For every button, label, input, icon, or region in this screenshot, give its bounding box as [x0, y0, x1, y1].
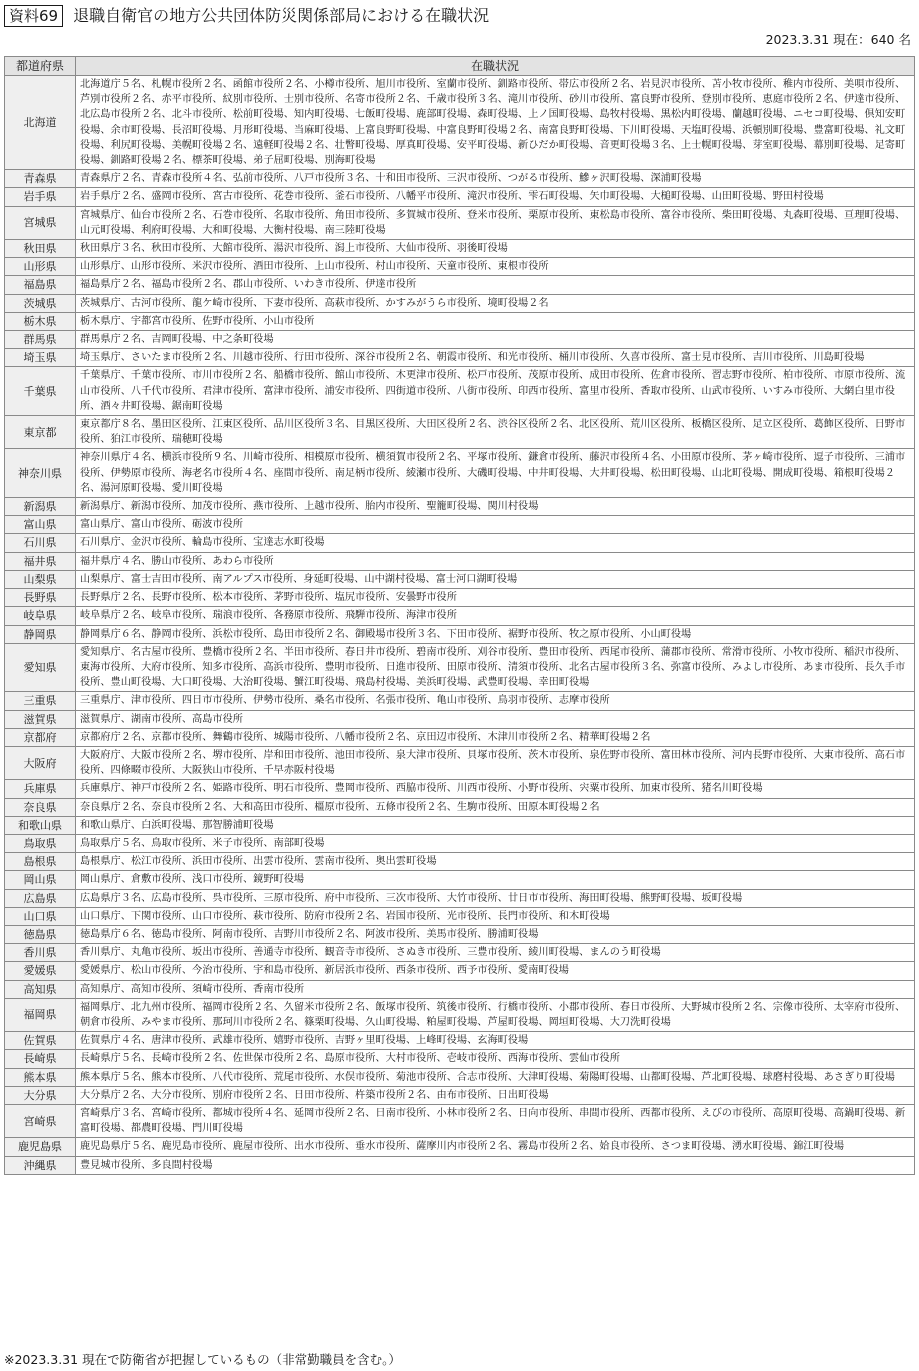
- table-row: [5, 449, 915, 498]
- table-row: [5, 312, 915, 330]
- status-cell: 福井県庁４名、勝山市役所、あわら市役所: [76, 552, 915, 570]
- status-cell: 栃木県庁、宇都宮市役所、佐野市役所、小山市役所: [76, 312, 915, 330]
- table-row: [5, 710, 915, 728]
- table-row: [5, 834, 915, 852]
- table-row: [5, 728, 915, 746]
- prefecture-cell: 愛媛県: [5, 962, 76, 980]
- table-row: [5, 240, 915, 258]
- table-row: [5, 746, 915, 779]
- table-row: [5, 331, 915, 349]
- prefecture-cell: 奈良県: [5, 798, 76, 816]
- table-row: [5, 853, 915, 871]
- status-cell: 岩手県庁２名、盛岡市役所、宮古市役所、花巻市役所、釜石市役所、八幡平市役所、滝沢市役所、雫石町役場、矢巾町役場、大槌町役場、山田町役場、野田村役場: [76, 188, 915, 206]
- prefecture-cell: 長野県: [5, 589, 76, 607]
- status-cell: 大分県庁２名、大分市役所、別府市役所２名、日田市役所、杵築市役所２名、由布市役所、日出町役場: [76, 1086, 915, 1104]
- prefecture-cell: 徳島県: [5, 925, 76, 943]
- prefecture-cell: 秋田県: [5, 240, 76, 258]
- status-cell: 福島県庁２名、福島市役所２名、郡山市役所、いわき市役所、伊達市役所: [76, 276, 915, 294]
- table-row: [5, 1050, 915, 1068]
- prefecture-cell: 富山県: [5, 516, 76, 534]
- prefecture-cell: 北海道: [5, 76, 76, 170]
- status-cell: 埼玉県庁、さいたま市役所２名、川越市役所、行田市役所、深谷市役所２名、朝霞市役所、和光市役所、桶川市役所、久喜市役所、富士見市役所、吉川市役所、川島町役場: [76, 349, 915, 367]
- prefecture-cell: 山梨県: [5, 570, 76, 588]
- table-row: [5, 294, 915, 312]
- table-row: [5, 780, 915, 798]
- table-row: [5, 1156, 915, 1174]
- status-cell: 鳥取県庁５名、鳥取市役所、米子市役所、南部町役場: [76, 834, 915, 852]
- table-header-row: [5, 57, 915, 76]
- table-row: [5, 1138, 915, 1156]
- prefecture-cell: 香川県: [5, 944, 76, 962]
- prefecture-cell: 栃木県: [5, 312, 76, 330]
- table-row: [5, 625, 915, 643]
- table-row: [5, 944, 915, 962]
- status-cell: 愛媛県庁、松山市役所、今治市役所、宇和島市役所、新居浜市役所、西条市役所、西予市役所、愛南町役場: [76, 962, 915, 980]
- table-row: [5, 980, 915, 998]
- status-cell: 千葉県庁、千葉市役所、市川市役所２名、船橋市役所、館山市役所、木更津市役所、松戸市役所、茂原市役所、成田市役所、佐倉市役所、習志野市役所、柏市役所、市原市役所、流山市役所、八千代市役所、君津市役所、富津市役所、浦安市役所、四街道市役所、八街市役所、印西市役所、富里市役所、香取市役所、山武市役所、いすみ市役所、大網白里市役所、酒々井町役場、鋸南町役場: [76, 367, 915, 416]
- table-row: [5, 534, 915, 552]
- table-row: [5, 76, 915, 170]
- table-row: [5, 367, 915, 416]
- prefecture-cell: 岐阜県: [5, 607, 76, 625]
- prefecture-cell: 静岡県: [5, 625, 76, 643]
- status-cell: 秋田県庁３名、秋田市役所、大館市役所、湯沢市役所、潟上市役所、大仙市役所、羽後町役場: [76, 240, 915, 258]
- status-cell: 福岡県庁、北九州市役所、福岡市役所２名、久留米市役所２名、飯塚市役所、筑後市役所、行橋市役所、小郡市役所、春日市役所、大野城市役所２名、宗像市役所、太宰府市役所、朝倉市役所、みやま市役所、那珂川市役所２名、篠栗町役場、久山町役場、粕屋町役場、芦屋町役場、岡垣町役場、大刀洗町役場: [76, 998, 915, 1031]
- status-cell: 香川県庁、丸亀市役所、坂出市役所、善通寺市役所、観音寺市役所、さぬき市役所、三豊市役所、綾川町役場、まんのう町役場: [76, 944, 915, 962]
- table-row: [5, 170, 915, 188]
- prefecture-cell: 福岡県: [5, 998, 76, 1031]
- status-cell: 山梨県庁、富士吉田市役所、南アルプス市役所、身延町役場、山中湖村役場、富士河口湖町役場: [76, 570, 915, 588]
- status-cell: 島根県庁、松江市役所、浜田市役所、出雲市役所、雲南市役所、奥出雲町役場: [76, 853, 915, 871]
- status-cell: 佐賀県庁４名、唐津市役所、武雄市役所、嬉野市役所、吉野ヶ里町役場、上峰町役場、玄海町役場: [76, 1032, 915, 1050]
- status-cell: 愛知県庁、名古屋市役所、豊橋市役所２名、半田市役所、春日井市役所、碧南市役所、刈谷市役所、豊田市役所、西尾市役所、蒲郡市役所、常滑市役所、小牧市役所、稲沢市役所、東海市役所、大府市役所、知多市役所、高浜市役所、豊明市役所、日進市役所、田原市役所、清須市役所、北名古屋市役所３名、弥富市役所、みよし市役所、あま市役所、長久手市役所、豊山町役場、大口町役場、大治町役場、蟹江町役場、飛島村役場、美浜町役場、武豊町役場、幸田町役場: [76, 643, 915, 692]
- table-row: [5, 889, 915, 907]
- status-cell: 長崎県庁５名、長崎市役所２名、佐世保市役所２名、島原市役所、大村市役所、壱岐市役所、西海市役所、雲仙市役所: [76, 1050, 915, 1068]
- column-header-status: 在職状況: [76, 57, 915, 76]
- status-cell: 山口県庁、下関市役所、山口市役所、萩市役所、防府市役所２名、岩国市役所、光市役所、長門市役所、和木町役場: [76, 907, 915, 925]
- status-cell: 東京都庁８名、墨田区役所、江東区役所、品川区役所３名、目黒区役所、大田区役所２名、渋谷区役所２名、北区役所、荒川区役所、板橋区役所、足立区役所、葛飾区役所、日野市役所、狛江市役所、瑞穂町役場: [76, 416, 915, 449]
- prefecture-cell: 佐賀県: [5, 1032, 76, 1050]
- status-cell: 和歌山県庁、白浜町役場、那智勝浦町役場: [76, 816, 915, 834]
- table-row: [5, 516, 915, 534]
- status-cell: 広島県庁３名、広島市役所、呉市役所、三原市役所、府中市役所、三次市役所、大竹市役所、廿日市市役所、海田町役場、熊野町役場、坂町役場: [76, 889, 915, 907]
- prefecture-cell: 和歌山県: [5, 816, 76, 834]
- prefecture-cell: 三重県: [5, 692, 76, 710]
- status-cell: 熊本県庁５名、熊本市役所、八代市役所、荒尾市役所、水俣市役所、菊池市役所、合志市役所、大津町役場、菊陽町役場、山都町役場、芦北町役場、球磨村役場、あさぎり町役場: [76, 1068, 915, 1086]
- status-cell: 神奈川県庁４名、横浜市役所９名、川崎市役所、相模原市役所、横須賀市役所２名、平塚市役所、鎌倉市役所、藤沢市役所４名、小田原市役所、茅ヶ崎市役所、逗子市役所、三浦市役所、伊勢原市役所、海老名市役所４名、座間市役所、南足柄市役所、綾瀬市役所、大磯町役場、中井町役場、大井町役場、松田町役場、山北町役場、開成町役場、箱根町役場２名、湯河原町役場、愛川町役場: [76, 449, 915, 498]
- table-row: [5, 1104, 915, 1137]
- status-cell: 徳島県庁６名、徳島市役所、阿南市役所、吉野川市役所２名、阿波市役所、美馬市役所、勝浦町役場: [76, 925, 915, 943]
- prefecture-cell: 岩手県: [5, 188, 76, 206]
- status-cell: 青森県庁２名、青森市役所４名、弘前市役所、八戸市役所３名、十和田市役所、三沢市役所、つがる市役所、鰺ヶ沢町役場、深浦町役場: [76, 170, 915, 188]
- prefecture-cell: 岡山県: [5, 871, 76, 889]
- table-row: [5, 416, 915, 449]
- status-cell: 兵庫県庁、神戸市役所２名、姫路市役所、明石市役所、豊岡市役所、西脇市役所、川西市役所、小野市役所、宍粟市役所、加東市役所、猪名川町役場: [76, 780, 915, 798]
- prefecture-cell: 福島県: [5, 276, 76, 294]
- status-cell: 石川県庁、金沢市役所、輪島市役所、宝達志水町役場: [76, 534, 915, 552]
- status-cell: 大阪府庁、大阪市役所２名、堺市役所、岸和田市役所、池田市役所、泉大津市役所、貝塚市役所、茨木市役所、泉佐野市役所、富田林市役所、河内長野市役所、大東市役所、高石市役所、四條畷市役所、大阪狭山市役所、千早赤阪村役場: [76, 746, 915, 779]
- table-row: [5, 871, 915, 889]
- table-row: [5, 962, 915, 980]
- prefecture-cell: 大阪府: [5, 746, 76, 779]
- status-cell: 長野県庁２名、長野市役所、松本市役所、茅野市役所、塩尻市役所、安曇野市役所: [76, 589, 915, 607]
- status-cell: 鹿児島県庁５名、鹿児島市役所、鹿屋市役所、出水市役所、垂水市役所、薩摩川内市役所２名、霧島市役所２名、姶良市役所、さつま町役場、湧水町役場、錦江町役場: [76, 1138, 915, 1156]
- document-number-badge: 資料69: [4, 5, 63, 27]
- table-row: [5, 1086, 915, 1104]
- status-cell: 高知県庁、高知市役所、須崎市役所、香南市役所: [76, 980, 915, 998]
- status-cell: 岐阜県庁２名、岐阜市役所、瑞浪市役所、各務原市役所、飛騨市役所、海津市役所: [76, 607, 915, 625]
- status-cell: 岡山県庁、倉敷市役所、浅口市役所、鏡野町役場: [76, 871, 915, 889]
- prefecture-cell: 滋賀県: [5, 710, 76, 728]
- prefecture-cell: 福井県: [5, 552, 76, 570]
- status-cell: 奈良県庁２名、奈良市役所２名、大和高田市役所、橿原市役所、五條市役所２名、生駒市役所、田原本町役場２名: [76, 798, 915, 816]
- document-header: [4, 4, 489, 28]
- table-row: [5, 206, 915, 239]
- table-row: [5, 552, 915, 570]
- table-row: [5, 589, 915, 607]
- table-row: [5, 1032, 915, 1050]
- prefecture-cell: 青森県: [5, 170, 76, 188]
- status-cell: 新潟県庁、新潟市役所、加茂市役所、燕市役所、上越市役所、胎内市役所、聖籠町役場、関川村役場: [76, 498, 915, 516]
- status-cell: 富山県庁、富山市役所、砺波市役所: [76, 516, 915, 534]
- table-row: [5, 692, 915, 710]
- prefecture-cell: 鹿児島県: [5, 1138, 76, 1156]
- prefecture-cell: 石川県: [5, 534, 76, 552]
- status-cell: 三重県庁、津市役所、四日市市役所、伊勢市役所、桑名市役所、名張市役所、亀山市役所、鳥羽市役所、志摩市役所: [76, 692, 915, 710]
- prefecture-cell: 茨城県: [5, 294, 76, 312]
- prefecture-cell: 山形県: [5, 258, 76, 276]
- table-row: [5, 998, 915, 1031]
- prefecture-cell: 広島県: [5, 889, 76, 907]
- prefecture-cell: 群馬県: [5, 331, 76, 349]
- prefecture-cell: 島根県: [5, 853, 76, 871]
- prefecture-cell: 愛知県: [5, 643, 76, 692]
- status-cell: 山形県庁、山形市役所、米沢市役所、酒田市役所、上山市役所、村山市役所、天童市役所、東根市役所: [76, 258, 915, 276]
- status-cell: 滋賀県庁、湖南市役所、高島市役所: [76, 710, 915, 728]
- prefecture-cell: 京都府: [5, 728, 76, 746]
- date-total-label: 2023.3.31 現在：640 名: [765, 32, 911, 47]
- status-cell: 静岡県庁６名、静岡市役所、浜松市役所、島田市役所２名、御殿場市役所３名、下田市役所、裾野市役所、牧之原市役所、小山町役場: [76, 625, 915, 643]
- status-cell: 北海道庁５名、札幌市役所２名、函館市役所２名、小樽市役所、旭川市役所、室蘭市役所、釧路市役所、帯広市役所２名、岩見沢市役所、苫小牧市役所、稚内市役所、美唄市役所、芦別市役所２名、赤平市役所、紋別市役所、士別市役所、名寄市役所２名、千歳市役所３名、滝川市役所、砂川市役所、富良野市役所、登別市役所、恵庭市役所２名、伊達市役所、北広島市役所２名、北斗市役所、松前町役場、知内町役場、七飯町役場、鹿部町役場、森町役場、上ノ国町役場、島牧村役場、黒松内町役場、蘭越町役場、ニセコ町役場、倶知安町役場、余市町役場、長沼町役場、月形町役場、当麻町役場、上富良野町役場、中富良野町役場２名、南富良野町役場、下川町役場、天塩町役場、浜頓別町役場、豊富町役場、礼文町役場、利尻町役場、美幌町役場２名、遠軽町役場２名、壮瞥町役場、厚真町役場、安平町役場、新ひだか町役場、音更町役場３名、上士幌町役場、芽室町役場、幕別町役場、足寄町役場、釧路町役場２名、標茶町役場、弟子屈町役場、別海町役場: [76, 76, 915, 170]
- table-row: [5, 907, 915, 925]
- prefecture-cell: 長崎県: [5, 1050, 76, 1068]
- prefecture-cell: 大分県: [5, 1086, 76, 1104]
- table-row: [5, 1068, 915, 1086]
- column-header-prefecture: 都道府県: [5, 57, 76, 76]
- table-row: [5, 570, 915, 588]
- table-body: [5, 76, 915, 1175]
- status-cell: 宮崎県庁３名、宮崎市役所、都城市役所４名、延岡市役所２名、日南市役所、小林市役所２名、日向市役所、串間市役所、西都市役所、えびの市役所、高原町役場、高鍋町役場、新富町役場、都農町役場、門川町役場: [76, 1104, 915, 1137]
- table-row: [5, 498, 915, 516]
- status-cell: 群馬県庁２名、吉岡町役場、中之条町役場: [76, 331, 915, 349]
- table-row: [5, 276, 915, 294]
- prefecture-cell: 宮崎県: [5, 1104, 76, 1137]
- prefecture-cell: 東京都: [5, 416, 76, 449]
- prefecture-cell: 埼玉県: [5, 349, 76, 367]
- employment-table: [4, 56, 915, 1175]
- document-title: 退職自衛官の地方公共団体防災関係部局における在職状況: [73, 6, 490, 25]
- table-row: [5, 258, 915, 276]
- status-cell: 宮城県庁、仙台市役所２名、石巻市役所、名取市役所、角田市役所、多賀城市役所、登米市役所、栗原市役所、東松島市役所、富谷市役所、柴田町役場、丸森町役場、亘理町役場、山元町役場、利府町役場、大和町役場、大衡村役場、南三陸町役場: [76, 206, 915, 239]
- prefecture-cell: 宮城県: [5, 206, 76, 239]
- prefecture-cell: 鳥取県: [5, 834, 76, 852]
- prefecture-cell: 新潟県: [5, 498, 76, 516]
- table-row: [5, 643, 915, 692]
- prefecture-cell: 熊本県: [5, 1068, 76, 1086]
- status-cell: 京都府庁２名、京都市役所、舞鶴市役所、城陽市役所、八幡市役所２名、京田辺市役所、木津川市役所２名、精華町役場２名: [76, 728, 915, 746]
- status-cell: 豊見城市役所、多良間村役場: [76, 1156, 915, 1174]
- footnote: ※2023.3.31 現在で防衛省が把握しているもの（非常勤職員を含む。）: [4, 1352, 401, 1367]
- table-row: [5, 607, 915, 625]
- table-row: [5, 798, 915, 816]
- prefecture-cell: 山口県: [5, 907, 76, 925]
- prefecture-cell: 沖縄県: [5, 1156, 76, 1174]
- prefecture-cell: 千葉県: [5, 367, 76, 416]
- table-row: [5, 925, 915, 943]
- table-row: [5, 816, 915, 834]
- prefecture-cell: 兵庫県: [5, 780, 76, 798]
- prefecture-cell: 高知県: [5, 980, 76, 998]
- table-row: [5, 188, 915, 206]
- prefecture-cell: 神奈川県: [5, 449, 76, 498]
- status-cell: 茨城県庁、古河市役所、龍ケ崎市役所、下妻市役所、高萩市役所、かすみがうら市役所、境町役場２名: [76, 294, 915, 312]
- table-row: [5, 349, 915, 367]
